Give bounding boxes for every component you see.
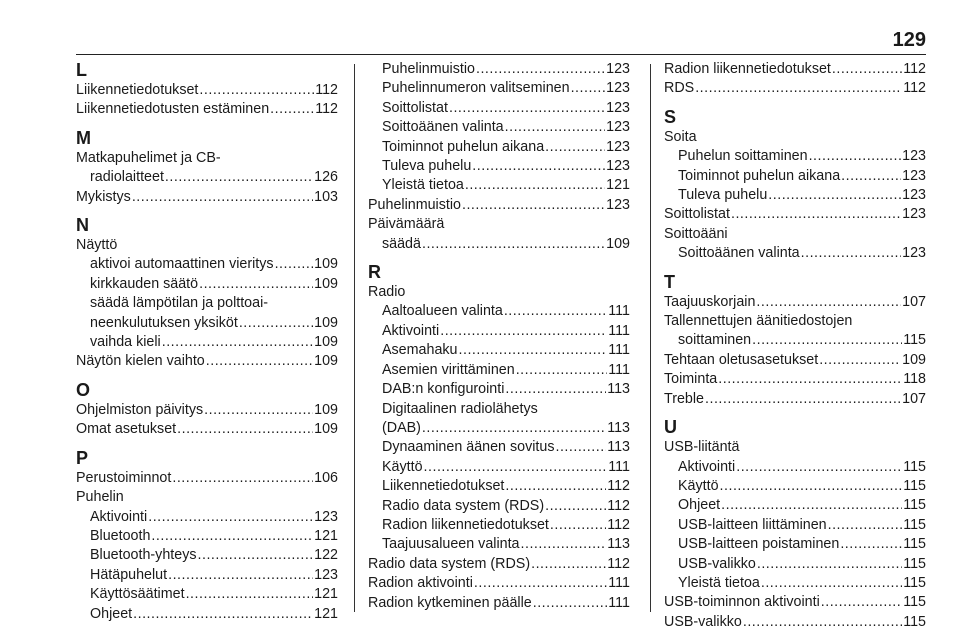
dot-leader: [828, 516, 903, 535]
index-heading: Digitaalinen radiolähetys: [382, 400, 538, 417]
dot-leader: [695, 79, 902, 98]
dot-leader: [731, 205, 901, 224]
index-entry-label: Asemien virittäminen: [382, 361, 515, 378]
index-heading: Soittoääni: [664, 225, 728, 242]
index-entry: [664, 477, 926, 496]
index-entry-label: säädä: [382, 235, 421, 252]
index-entry: [368, 196, 630, 215]
index-entry: [368, 157, 630, 176]
index-entry-label: Näytön kielen vaihto: [76, 353, 205, 370]
dot-leader: [199, 81, 314, 100]
index-entry-page: 112: [903, 80, 926, 97]
index-column-2: [368, 60, 630, 613]
index-entry-page: 123: [606, 61, 630, 77]
dot-leader: [768, 186, 901, 205]
index-entry-page: 111: [608, 594, 630, 611]
dot-leader: [422, 235, 605, 254]
index-column-3: [664, 60, 926, 632]
index-entry: [76, 352, 338, 371]
dot-leader: [148, 508, 313, 527]
index-entry-label: Käyttösäätimet: [90, 586, 185, 603]
dot-leader: [736, 458, 902, 477]
index-entry-label: Soittolistat: [664, 206, 730, 223]
index-entry-page: 112: [607, 478, 630, 495]
dot-leader: [505, 380, 606, 399]
index-entry-page: 112: [607, 497, 630, 514]
dot-leader: [422, 419, 606, 438]
dot-leader: [440, 322, 607, 341]
index-entry-label: Käyttö: [382, 458, 423, 475]
index-entry-page: 123: [606, 196, 630, 213]
index-entry-label: (DAB): [382, 419, 421, 436]
dot-leader: [718, 370, 902, 389]
dot-leader: [270, 100, 314, 119]
index-entry-page: 109: [314, 353, 338, 370]
index-letter-heading: L: [76, 60, 87, 80]
index-entry: [76, 275, 338, 294]
index-entry-page: 115: [903, 594, 926, 611]
index-entry-page: 109: [314, 401, 338, 418]
index-entry-label: Soittoäänen valinta: [382, 119, 504, 136]
index-entry: [368, 380, 630, 399]
index-entry-page: 111: [608, 342, 630, 359]
index-entry: [368, 438, 630, 457]
index-entry: [664, 574, 926, 593]
index-entry: [664, 60, 926, 79]
header-rule: [76, 54, 926, 55]
index-entry-page: 115: [903, 613, 926, 630]
index-entry-label: Aktivointi: [90, 508, 148, 525]
dot-leader: [533, 594, 608, 613]
index-entry: [76, 188, 338, 207]
index-entry-label: Radion kytkeminen päälle: [368, 594, 532, 611]
index-entry-page: 122: [314, 547, 338, 564]
index-column-1: [76, 60, 338, 624]
index-entry: [368, 99, 630, 118]
dot-leader: [206, 352, 313, 371]
index-entry: [664, 516, 926, 535]
index-entry: [368, 118, 630, 137]
dot-leader: [571, 79, 606, 98]
index-letter-heading: O: [76, 379, 91, 400]
dot-leader: [449, 99, 605, 118]
index-entry-label: Aktivointi: [678, 458, 736, 475]
index-entry-label: Käyttö: [678, 477, 719, 494]
index-entry-page: 115: [903, 516, 926, 533]
index-entry: [664, 555, 926, 574]
index-entry-label: USB-valikko: [678, 555, 756, 572]
dot-leader: [721, 496, 902, 515]
index-entry-page: 123: [314, 566, 338, 583]
index-entry-page: 112: [315, 82, 338, 98]
index-entry-label: Asemahaku: [382, 342, 458, 359]
index-letter-heading: S: [664, 106, 677, 127]
index-entry-page: 112: [315, 101, 338, 118]
index-entry-label: radiolaitteet: [90, 169, 164, 186]
index-entry-page: 121: [314, 605, 338, 622]
index-heading: Radio: [368, 284, 406, 301]
dot-leader: [275, 255, 314, 274]
index-entry-label: Taajuuskorjain: [664, 293, 756, 310]
index-entry-label: USB-toiminnon aktivointi: [664, 594, 820, 611]
dot-leader: [832, 60, 902, 79]
dot-leader: [462, 196, 605, 215]
index-entry-page: 123: [606, 99, 630, 116]
index-entry-page: 112: [607, 516, 630, 533]
index-entry-page: 109: [314, 314, 338, 331]
index-entry: [664, 244, 926, 263]
index-entry-page: 106: [314, 469, 338, 486]
index-entry-label: Liikennetiedotusten estäminen: [76, 101, 270, 118]
index-entry-label: Yleistä tietoa: [678, 574, 760, 591]
index-entry: [664, 186, 926, 205]
index-entry: [76, 469, 338, 488]
index-heading: Matkapuhelimet ja CB-: [76, 149, 221, 166]
index-entry-label: Omat asetukset: [76, 421, 177, 438]
index-entry-label: Aaltoalueen valinta: [382, 303, 503, 320]
index-entry-label: Toiminnot puhelun aikana: [382, 138, 545, 155]
index-heading: Puhelin: [76, 489, 124, 506]
index-letter-heading: R: [368, 262, 381, 283]
index-entry-page: 113: [607, 536, 630, 553]
index-entry: [76, 81, 338, 100]
index-entry-page: 113: [607, 439, 630, 456]
index-entry-label: Hätäpuhelut: [90, 566, 168, 583]
index-entry: [368, 361, 630, 380]
index-entry-page: 109: [314, 256, 338, 273]
dot-leader: [545, 138, 605, 157]
index-entry: [664, 613, 926, 632]
dot-leader: [504, 302, 607, 321]
dot-leader: [168, 566, 313, 585]
index-entry-label: Radion liikennetiedotukset: [382, 516, 549, 533]
dot-leader: [531, 555, 606, 574]
index-entry-label: vaihda kieli: [90, 334, 161, 351]
dot-leader: [132, 188, 313, 207]
index-entry-label: Radio data system (RDS): [382, 497, 545, 514]
index-entry: [664, 593, 926, 612]
index-entry-label: neenkulutuksen yksiköt: [90, 314, 238, 331]
index-entry: [76, 566, 338, 585]
dot-leader: [465, 176, 605, 195]
index-entry: [664, 370, 926, 389]
index-entry-label: Tehtaan oletusasetukset: [664, 351, 819, 368]
index-entry-label: Bluetooth: [90, 527, 151, 544]
index-entry: [664, 496, 926, 515]
index-entry-label: USB-laitteen poistaminen: [678, 536, 840, 553]
index-entry-page: 115: [903, 536, 926, 553]
dot-leader: [841, 167, 901, 186]
index-entry-page: 103: [314, 188, 338, 205]
index-entry-label: DAB:n konfigurointi: [382, 381, 505, 398]
index-entry-page: 121: [314, 527, 338, 544]
index-entry: [76, 168, 338, 187]
dot-leader: [424, 458, 608, 477]
index-entry: [368, 497, 630, 516]
index-entry: [664, 293, 926, 312]
index-entry: [368, 302, 630, 321]
index-entry: [76, 420, 338, 439]
dot-leader: [186, 585, 314, 604]
index-entry: [368, 419, 630, 438]
dot-leader: [474, 574, 607, 593]
dot-leader: [459, 341, 608, 360]
dot-leader: [516, 361, 608, 380]
index-entry: [76, 333, 338, 352]
index-entry-page: 115: [903, 497, 926, 514]
index-entry-label: Mykistys: [76, 188, 131, 205]
index-heading: USB-liitäntä: [664, 439, 740, 456]
index-entry: [368, 574, 630, 593]
index-entry-page: 115: [903, 458, 926, 475]
index-entry-page: 112: [607, 555, 630, 572]
index-entry: [76, 546, 338, 565]
index-entry-page: 118: [903, 371, 926, 388]
dot-leader: [821, 593, 902, 612]
dot-leader: [801, 244, 902, 263]
dot-leader: [752, 331, 902, 350]
dot-leader: [720, 477, 903, 496]
dot-leader: [199, 275, 313, 294]
index-entry: [368, 138, 630, 157]
index-entry: [368, 176, 630, 195]
index-entry-label: Tuleva puhelu: [678, 187, 768, 204]
index-heading: Soita: [664, 128, 697, 145]
index-entry-label: Tuleva puhelu: [382, 158, 472, 175]
index-entry-label: Treble: [664, 390, 704, 407]
index-entry-label: Soittolistat: [382, 99, 448, 116]
index-entry-page: 123: [902, 187, 926, 204]
index-entry-label: Perustoiminnot: [76, 469, 172, 486]
dot-leader: [743, 613, 902, 632]
index-entry: [76, 508, 338, 527]
index-entry-page: 121: [606, 177, 630, 194]
index-entry-label: Puhelinmuistio: [382, 61, 475, 77]
index-entry-page: 112: [903, 61, 926, 77]
index-entry: [368, 477, 630, 496]
dot-leader: [151, 527, 313, 546]
index-letter-heading: N: [76, 215, 89, 236]
dot-leader: [545, 497, 606, 516]
index-entry-page: 111: [608, 303, 630, 320]
dot-leader: [204, 401, 313, 420]
dot-leader: [133, 605, 313, 624]
index-entry-page: 111: [608, 322, 630, 339]
index-entry-label: kirkkauden säätö: [90, 275, 199, 292]
index-entry-page: 109: [314, 334, 338, 351]
index-entry-page: 123: [606, 158, 630, 175]
index-entry: [76, 401, 338, 420]
index-entry-label: Ohjeet: [678, 497, 721, 514]
index-entry: [368, 341, 630, 360]
dot-leader: [757, 555, 902, 574]
index-entry-page: 111: [608, 361, 630, 378]
index-entry-page: 115: [903, 477, 926, 494]
index-entry-label: aktivoi automaattinen vieritys: [90, 256, 274, 273]
index-entry-label: Yleistä tietoa: [382, 177, 464, 194]
index-entry-label: Puhelinnumeron valitseminen: [382, 80, 570, 97]
index-entry-page: 109: [314, 275, 338, 292]
index-entry-page: 111: [608, 575, 630, 592]
index-entry-page: 109: [902, 351, 926, 368]
index-entry-page: 123: [606, 80, 630, 97]
index-entry-page: 123: [902, 245, 926, 262]
index-letter-heading: P: [76, 447, 89, 468]
dot-leader: [761, 574, 902, 593]
index-entry: [664, 390, 926, 409]
dot-leader: [840, 535, 902, 554]
index-entry-label: Liikennetiedotukset: [76, 82, 199, 98]
index-entry: [76, 585, 338, 604]
dot-leader: [550, 516, 606, 535]
index-entry: [368, 594, 630, 613]
index-entry-page: 109: [314, 421, 338, 438]
index-entry: [664, 535, 926, 554]
index-entry-page: 109: [606, 235, 630, 252]
index-entry: [368, 235, 630, 254]
page-number: 129: [892, 29, 926, 51]
index-letter-heading: T: [664, 271, 675, 292]
index-entry: [368, 322, 630, 341]
index-entry-page: 121: [314, 586, 338, 603]
index-entry-page: 113: [607, 419, 630, 436]
index-entry-label: USB-laitteen liittäminen: [678, 516, 827, 533]
index-entry-page: 115: [903, 555, 926, 572]
index-entry-page: 107: [902, 390, 926, 407]
index-entry-page: 123: [902, 148, 926, 165]
dot-leader: [819, 351, 901, 370]
index-entry-label: soittaminen: [678, 332, 752, 349]
column-divider: [650, 64, 651, 612]
index-entry-page: 123: [314, 508, 338, 525]
index-entry: [664, 205, 926, 224]
index-entry: [368, 458, 630, 477]
index-entry-label: Liikennetiedotukset: [382, 478, 505, 495]
index-entry: [368, 535, 630, 554]
index-entry-label: Ohjeet: [90, 605, 133, 622]
index-entry-page: 115: [903, 332, 926, 349]
index-entry: [664, 351, 926, 370]
index-entry-page: 115: [903, 574, 926, 591]
index-entry: [664, 167, 926, 186]
index-entry: [76, 527, 338, 546]
index-entry: [664, 147, 926, 166]
index-entry-label: Taajuusalueen valinta: [382, 536, 520, 553]
index-heading: Tallennettujen äänitiedostojen: [664, 313, 853, 330]
dot-leader: [476, 60, 605, 79]
dot-leader: [505, 477, 606, 496]
index-entry: [76, 605, 338, 624]
index-entry-label: Soittoäänen valinta: [678, 245, 800, 262]
dot-leader: [505, 118, 606, 137]
index-entry-label: Toiminta: [664, 371, 718, 388]
index-entry: [368, 79, 630, 98]
column-divider: [354, 64, 355, 612]
dot-leader: [177, 420, 313, 439]
index-entry-label: Radion aktivointi: [368, 575, 473, 592]
index-entry: [368, 60, 630, 79]
index-entry: [368, 516, 630, 535]
index-entry-label: Aktivointi: [382, 322, 440, 339]
dot-leader: [705, 390, 901, 409]
index-letter-heading: U: [664, 417, 677, 438]
index-entry-label: USB-valikko: [664, 613, 742, 630]
index-entry: [664, 79, 926, 98]
index-entry-page: 111: [608, 458, 630, 475]
dot-leader: [521, 535, 607, 554]
index-entry: [76, 255, 338, 274]
index-entry-page: 123: [606, 138, 630, 155]
index-entry: [664, 331, 926, 350]
index-heading: Päivämäärä: [368, 216, 445, 233]
index-entry-label: Radion liikennetiedotukset: [664, 61, 831, 77]
dot-leader: [472, 157, 605, 176]
dot-leader: [239, 314, 313, 333]
index-entry-label: Bluetooth-yhteys: [90, 547, 197, 564]
dot-leader: [198, 546, 314, 565]
dot-leader: [756, 293, 901, 312]
dot-leader: [172, 469, 313, 488]
index-entry-label: Toiminnot puhelun aikana: [678, 167, 841, 184]
index-entry-page: 123: [606, 119, 630, 136]
index-entry-page: 113: [607, 381, 630, 398]
index-entry-label: Radio data system (RDS): [368, 555, 531, 572]
index-entry-page: 123: [902, 167, 926, 184]
index-entry-page: 126: [314, 169, 338, 186]
index-entry-label: RDS: [664, 80, 695, 97]
index-heading: Näyttö: [76, 237, 118, 254]
index-entry-page: 123: [902, 206, 926, 223]
index-entry-label: Puhelinmuistio: [368, 196, 461, 213]
index-entry: [664, 458, 926, 477]
dot-leader: [162, 333, 313, 352]
dot-leader: [809, 147, 902, 166]
index-entry: [76, 100, 338, 119]
dot-leader: [165, 168, 313, 187]
index-entry: [76, 314, 338, 333]
index-entry-label: Dynaaminen äänen sovitus: [382, 439, 555, 456]
dot-leader: [555, 438, 606, 457]
index-entry-page: 107: [902, 293, 926, 310]
index-heading: säädä lämpötilan ja polttoai-: [90, 295, 269, 312]
index-letter-heading: M: [76, 127, 91, 148]
index-entry-label: Ohjelmiston päivitys: [76, 401, 204, 418]
index-entry-label: Puhelun soittaminen: [678, 148, 808, 165]
index-entry: [368, 555, 630, 574]
